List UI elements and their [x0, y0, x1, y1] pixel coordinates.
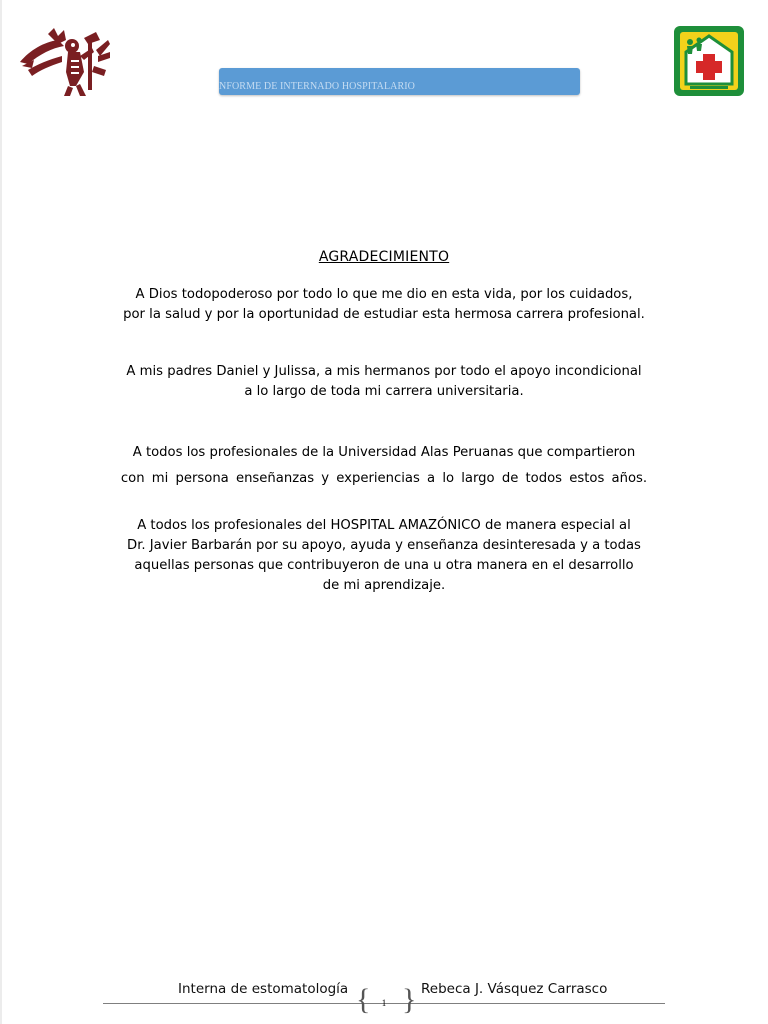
paragraph-line: A todos los profesionales del HOSPITAL AMAZÓNICO de manera especial al — [137, 518, 631, 533]
paragraph-university — [100, 440, 668, 492]
hospital-emblem-icon — [674, 26, 744, 96]
header-banner — [219, 68, 580, 95]
paragraph-line: de mi aprendizaje. — [322, 578, 446, 593]
page-number: 1 — [381, 998, 387, 1008]
paragraph-hospital — [100, 516, 668, 596]
paragraph-line: con mi persona enseñanzas y experiencias a lo largo de todos estos años. — [120, 471, 648, 486]
paragraph-line: A todos los profesionales de la Universidad Alas Peruanas que compartieron — [132, 445, 636, 460]
university-emblem-icon — [18, 26, 112, 98]
left-brace-icon: { — [356, 983, 371, 1016]
paragraph-parents — [100, 362, 668, 402]
paragraph-line: a lo largo de toda mi carrera universitaria. — [244, 384, 524, 399]
right-brace-icon: } — [402, 983, 417, 1016]
page-title: AGRADECIMIENTO — [318, 249, 450, 265]
paragraph-god — [100, 285, 668, 325]
paragraph-line: aquellas personas que contribuyeron de una u otra manera en el desarrollo — [134, 558, 634, 573]
paragraph-line: Dr. Javier Barbarán por su apoyo, ayuda y enseñanza desinteresada y a todas — [127, 538, 641, 553]
footer-author-role: Interna de estomatología — [178, 981, 349, 997]
paragraph-line: A mis padres Daniel y Julissa, a mis hermanos por todo el apoyo incondicional — [126, 364, 642, 379]
footer-author-name: Rebeca J. Vásquez Carrasco — [421, 981, 608, 997]
paragraph-line: por la salud y por la oportunidad de estudiar esta hermosa carrera profesional. — [123, 307, 645, 322]
page-edge — [0, 0, 2, 1024]
paragraph-line: A Dios todopoderoso por todo lo que me dio en esta vida, por los cuidados, — [135, 287, 633, 302]
header-banner-text: NFORME DE INTERNADO HOSPITALARIO — [219, 81, 416, 92]
